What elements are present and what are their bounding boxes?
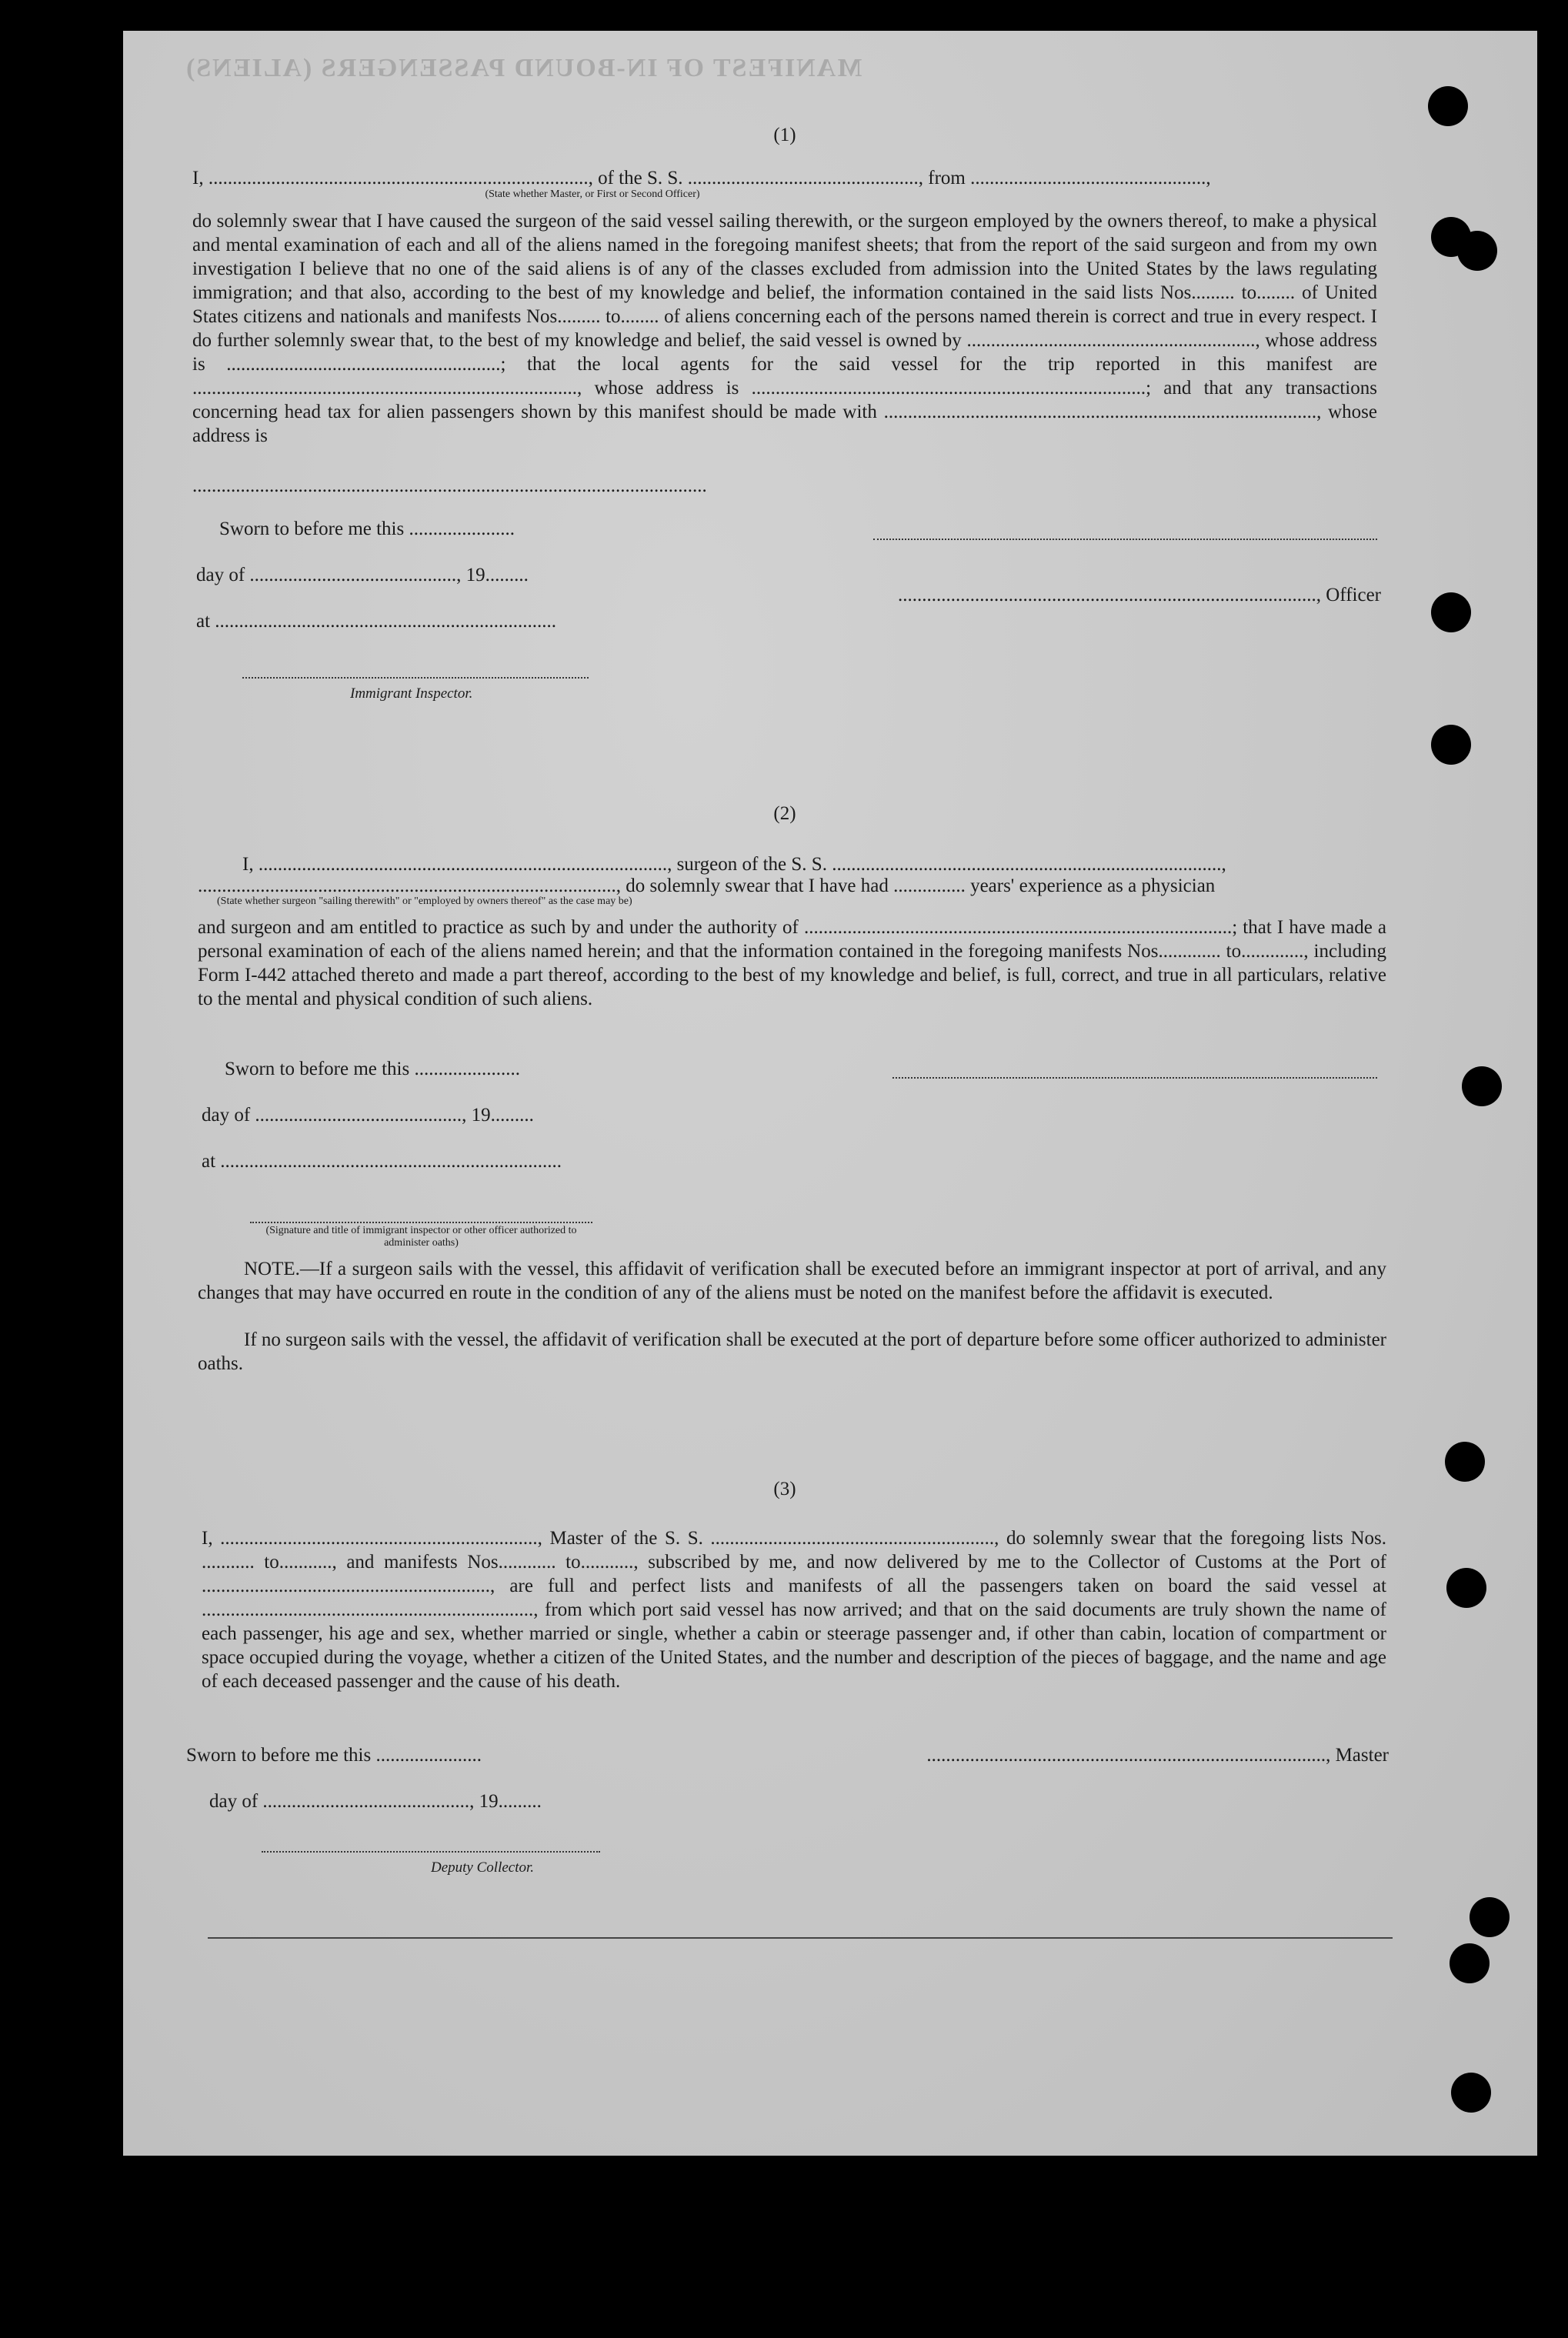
section-1-inspector-line	[242, 677, 589, 679]
section-2-number: (2)	[773, 803, 796, 824]
section-1-number: (1)	[773, 125, 796, 145]
section-3-day: day of ..........................................., 19.........	[209, 1791, 542, 1812]
binder-hole	[1457, 231, 1497, 271]
binder-hole	[1431, 592, 1471, 632]
section-3-collector-line	[262, 1851, 600, 1853]
section-1-tail: ...........................................................................................................	[192, 475, 707, 496]
binder-hole	[1445, 1442, 1485, 1482]
bleed-through-header: MANIFEST OF IN-BOUND PASSENGERS (ALIENS)	[185, 54, 862, 82]
section-3-number: (3)	[773, 1479, 796, 1499]
section-1-inspector-label: Immigrant Inspector.	[350, 685, 473, 702]
section-2-line-1: I, ....................................................................................., surgeon of the S. S. .................................................................................,	[242, 854, 1226, 875]
section-1-day: day of ..........................................., 19.........	[196, 565, 529, 585]
section-1-body: do solemnly swear that I have caused the surgeon of the said vessel sailing therewith, or the surgeon employed by the owners thereof, to make a physical and mental examination of each and all of the aliens named in the foregoing manifest sheets; that from the report of the said surgeon and from my own investigation I believe that no one of the said aliens is of any of the classes excluded from admission into the United States by the laws regulating immigration; and that also, according to the best of my knowledge and belief, the information contained in the said lists Nos......... to........ of United States citizens and nationals and manifests Nos......... to........ of aliens concerning each of the persons named therein is correct and true in every respect. I do further solemnly swear that, to the best of my knowledge and belief, the said vessel is owned by ............................................................, whose address is .........................................................; that the local agents for the said vessel for the trip reported in this manifest are ................................................................................, whose address is ..................................................................................; and that any transactions concerning head tax for alien passengers shown by this manifest should be made with .........................................................................................., whose address is	[192, 211, 1377, 446]
section-1-sworn: Sworn to before me this ......................	[219, 519, 515, 539]
section-2-note-1: NOTE.—If a surgeon sails with the vessel, this affidavit of verification shall be executed before an immigrant inspector at port of arrival, and any changes that may have occurred en route in the condition of any of the aliens must be noted on the manifest before the affidavit is executed.	[198, 1259, 1386, 1303]
section-1-officer-note: (State whether Master, or First or Second Officer)	[485, 188, 700, 200]
binder-hole	[1451, 2073, 1491, 2113]
binder-hole	[1450, 1943, 1490, 1983]
section-2-sworn: Sworn to before me this ......................	[225, 1059, 520, 1079]
section-3-collector-label: Deputy Collector.	[431, 1859, 535, 1876]
section-2-signature-line	[892, 1077, 1377, 1079]
section-2-line-2: ......................................................................................., do solemnly swear that I have had ............... years' experience as a physician	[198, 875, 1216, 896]
bottom-rule	[208, 1937, 1393, 1939]
binder-hole	[1462, 1066, 1502, 1106]
binder-hole	[1446, 1568, 1486, 1608]
section-2-surgeon-note: (State whether surgeon "sailing therewith" or "employed by owners thereof" as the case may be)	[217, 896, 632, 907]
section-2-at: at .......................................................................	[202, 1151, 562, 1172]
binder-hole	[1428, 86, 1468, 126]
section-2-note-2: If no surgeon sails with the vessel, the affidavit of verification shall be executed at the port of departure before some officer authorized to administer oaths.	[198, 1329, 1386, 1374]
section-2-day: day of ..........................................., 19.........	[202, 1105, 534, 1126]
binder-hole	[1470, 1897, 1510, 1937]
section-3-sworn: Sworn to before me this ......................	[186, 1745, 482, 1766]
section-2-body: and surgeon and am entitled to practice as such by and under the authority of .........................................................................................; that I have made a personal examination of each of the aliens named herein; and that the information contained in the foregoing manifests Nos............. to............., including Form I-442 attached thereto and made a part thereof, according to the best of my knowledge and belief, is full, correct, and true in all particulars, relative to the mental and physical condition of such aliens.	[198, 917, 1386, 1009]
section-1-at: at .......................................................................	[196, 611, 557, 632]
section-1-line-1: I, ..............................................................................., of the S. S. ................................................, from .................................................,	[192, 168, 1211, 188]
section-1-signature-line	[873, 539, 1377, 540]
section-3-master: ..................................................................................., Master	[926, 1745, 1389, 1766]
section-2-signature-note: (Signature and title of immigrant inspector or other officer authorized to administer oaths)	[265, 1225, 577, 1249]
section-2-inspector-line	[250, 1222, 592, 1223]
section-3-body: I, .................................................................., Master of the S. S. ..........................................................., do solemnly swear that the foregoing lists Nos. ........... to..........., and manifests Nos............ to..........., subscribed by me, and now delivered by me to the Collector of Customs at the Port of ............................................................, are full and perfect lists and manifests of all the passengers taken on board the said vessel at ....................................................................., from which port said vessel has now arrived; and that on the said documents are truly shown the name of each passenger, his age and sex, whether married or single, whether a cabin or steerage passenger and, if other than cabin, location of compartment or space occupied during the voyage, whether a citizen of the United States, and the number and description of the pieces of baggage, and the name and age of each deceased passenger and the cause of his death.	[202, 1528, 1386, 1692]
binder-hole	[1431, 725, 1471, 765]
document-sheet	[123, 31, 1537, 2156]
section-1-officer: ......................................................................................., Officer	[898, 585, 1381, 605]
